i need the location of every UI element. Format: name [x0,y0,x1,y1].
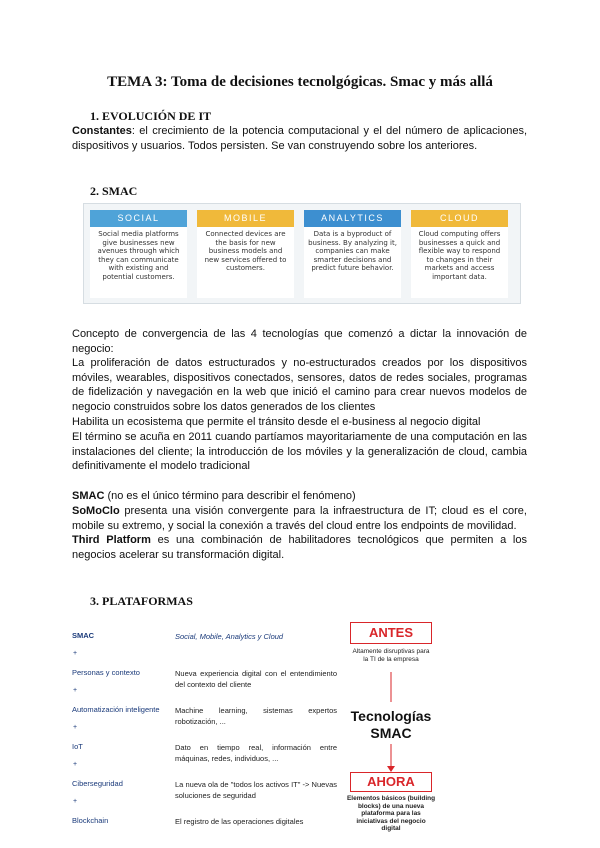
paragraph-termino: El término se acuña en 2011 cuando partíamos mayoritariamente de una computación en las instalaciones del cliente; la introducción de los móviles y la generalización de cloud, cambia definitivamente el modelo tradicional [72,431,527,473]
plus-2: + [73,687,78,694]
card-cloud-title: CLOUD [411,210,508,227]
row-left-blockchain: Blockchain [72,816,109,825]
text-somoclo: presenta una visión convergente para la infraestructura de IT; cloud es el core, mobile su extremo, y social la conexión a través del cloud entre los endpoints de movilidad. [72,505,527,532]
row-left-ciberseguridad: Ciberseguridad [72,779,123,788]
card-cloud [411,210,508,298]
heading-plataformas: 3. PLATAFORMAS [90,594,193,608]
paragraph-third-platform [72,533,527,562]
row-right-ciberseguridad: La nueva ola de "todos los activos IT" -> Nuevas soluciones de seguridad [175,780,337,800]
card-social-title: SOCIAL [90,210,187,227]
card-analytics-title: ANALYTICS [304,210,401,227]
card-analytics-text: Data is a byproduct of business. By analyzing it, companies can make smarter decisions and predict future behavior. [308,230,397,273]
plus-5: + [73,798,78,805]
row-left-smac: SMAC [72,631,95,640]
lead-constantes: Constantes [72,125,132,137]
text-third-platform: es una combinación de habilitadores tecnológicos que permiten a los negocios acelerar su transformación digital. [72,534,527,561]
arrow-down-icon-2 [383,744,399,772]
heading-smac: 2. SMAC [90,184,138,198]
card-social-text: Social media platforms give businesses new avenues through which they can communicate with existing and potential customers. [97,230,180,281]
lead-somoclo: SoMoClo [72,505,120,517]
card-social [90,210,187,298]
ahora-box: AHORA [350,772,432,792]
paragraph-ecosistema: Habilita un ecosistema que permite el tránsito desde el e-business al negocio digital [72,416,481,428]
arrow-down-icon [383,672,399,702]
ahora-description: Elementos básicos (building blocks) de una nueva plataforma para las iniciativas del negocio digital [346,795,436,832]
row-right-personas: Nueva experiencia digital con el entendimiento del contexto del cliente [175,669,337,689]
antes-box: ANTES [350,622,432,644]
antes-description: Altamente disruptivas para la TI de la empresa [352,648,430,663]
card-analytics [304,210,401,298]
text-smac: (no es el único término para describir el fenómeno) [104,490,356,502]
lead-third-platform: Third Platform [72,534,151,546]
card-mobile-title: MOBILE [197,210,294,227]
row-right-iot: Dato en tiempo real, información entre máquinas, redes, individuos, ... [175,743,337,763]
page-title: TEMA 3: Toma de decisiones tecnolgógicas. Smac y más allá [107,74,493,90]
row-right-smac: Social, Mobile, Analytics y Cloud [175,632,284,641]
plus-3: + [73,724,78,731]
plus-4: + [73,761,78,768]
lead-smac: SMAC [72,490,105,502]
paragraph-constantes [72,124,527,153]
card-mobile [197,210,294,298]
card-cloud-text: Cloud computing offers businesses a quick and flexible way to respond to changes in their markets and access important data. [418,230,501,281]
paragraph-proliferacion: La proliferación de datos estructurados y no-estructurados creados por los dispositivos móviles, wearables, dispositivos conectados, sensores, datos de redes sociales, programas de fidelización y navegación en la web que inició el camino para crear nuevos modelos de negocio construidos sobre los datos generados de los clientes [72,357,527,413]
paragraph-concepto: Concepto de convergencia de las 4 tecnologías que comenzó a dictar la innovación de negocio: [72,328,527,355]
card-mobile-text: Connected devices are the basis for new business models and new services offered to customers. [204,230,287,273]
smac-banner [83,203,521,304]
heading-evolucion: 1. EVOLUCIÓN DE IT [90,109,212,123]
tecnologias-smac: Tecnologías SMAC [350,708,432,741]
paragraph-smac [72,489,527,504]
row-right-blockchain: El registro de las operaciones digitales [175,817,304,826]
row-right-automatizacion: Machine learning, sistemas expertos robotización, ... [175,706,337,726]
plus-1: + [73,650,78,657]
row-left-iot: IoT [72,742,83,751]
row-left-automatizacion: Automatización inteligente [72,705,160,714]
paragraph-somoclo [72,504,527,533]
row-left-personas: Personas y contexto [72,668,140,677]
text-constantes: : el crecimiento de la potencia computacional y el del número de aplicaciones, dispositivos y usuarios. Todos persisten. Se van construyendo sobre los anteriores. [72,125,527,152]
